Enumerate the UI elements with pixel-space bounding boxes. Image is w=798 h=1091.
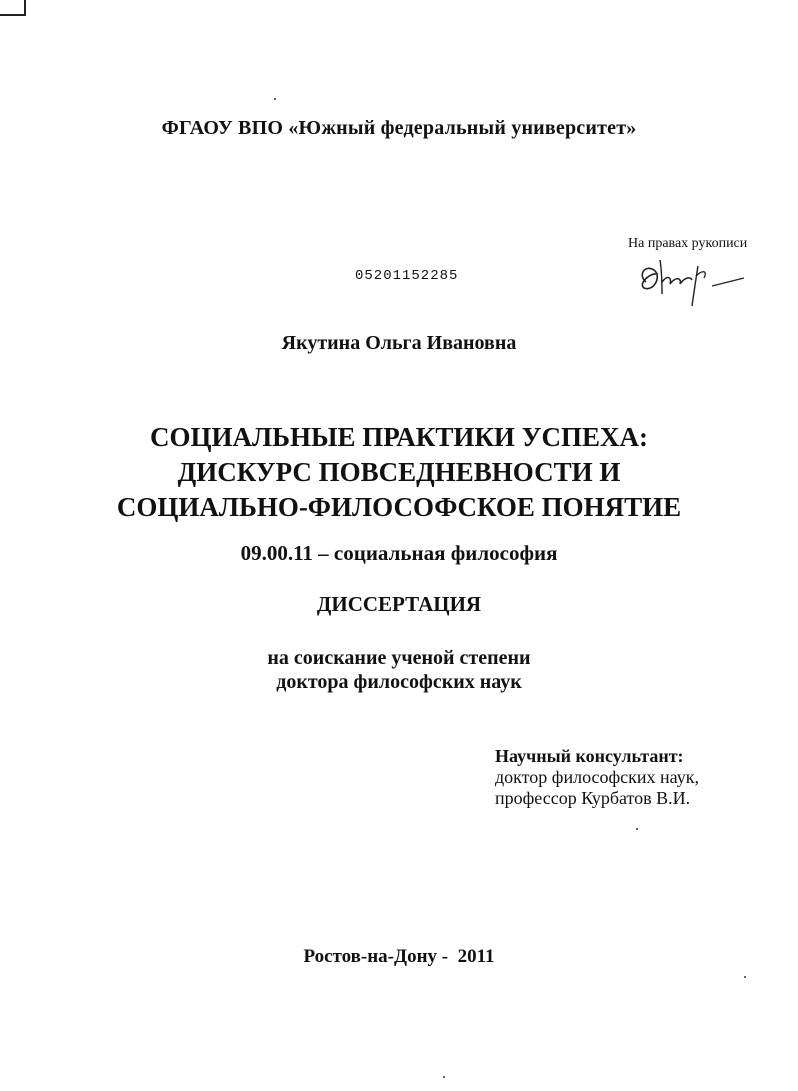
scan-corner-mark	[0, 0, 26, 16]
scan-speck	[744, 976, 746, 978]
title-line: СОЦИАЛЬНО-ФИЛОСОФСКОЕ ПОНЯТИЕ	[116, 492, 682, 522]
scientific-consultant	[495, 746, 699, 809]
handwritten-signature	[632, 252, 752, 312]
document-code: 05201152285	[355, 268, 459, 284]
consultant-name: профессор Курбатов В.И.	[495, 788, 691, 808]
scan-speck	[274, 98, 276, 100]
degree-line: доктора философских наук	[276, 671, 522, 693]
degree-line: на соискание ученой степени	[267, 647, 531, 669]
consultant-label: Научный консультант:	[495, 746, 684, 766]
degree-statement	[0, 646, 798, 694]
dissertation-title	[0, 420, 798, 525]
document-type: ДИССЕРТАЦИЯ	[316, 592, 482, 616]
author-name: Якутина Ольга Ивановна	[281, 332, 517, 354]
scan-speck	[636, 828, 638, 830]
specialty-code: 09.00.11 – социальная философия	[240, 541, 558, 565]
consultant-degree: доктор философских наук,	[495, 767, 699, 787]
manuscript-rights-note: На правах рукописи	[628, 236, 748, 251]
city-year: Ростов-на-Дону - 2011	[303, 946, 495, 967]
university-name: ФГАОУ ВПО «Южный федеральный университет»	[161, 117, 637, 139]
title-line: ДИСКУРС ПОВСЕДНЕВНОСТИ И	[177, 457, 621, 487]
scan-speck	[443, 1076, 445, 1078]
title-line: СОЦИАЛЬНЫЕ ПРАКТИКИ УСПЕХА:	[149, 422, 648, 452]
